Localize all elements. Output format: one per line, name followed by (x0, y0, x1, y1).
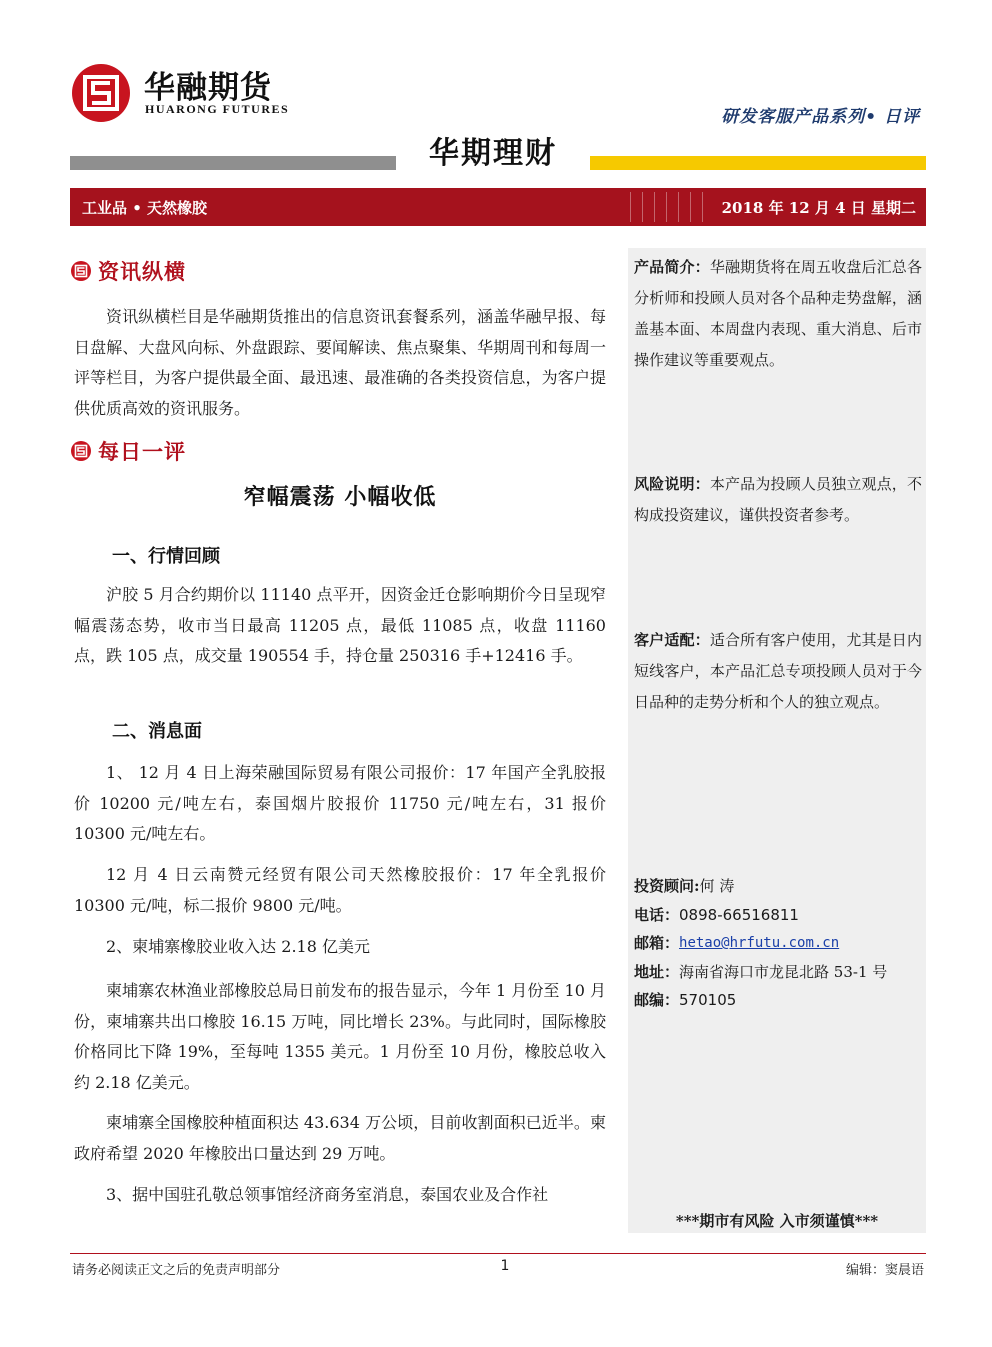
band-stripes (630, 192, 710, 222)
news-item-3: 3、据中国驻孔敬总领事馆经济商务室消息，泰国农业及合作社 (106, 1185, 549, 1204)
sidebar (628, 248, 926, 1233)
news-item-1: 1、 12 月 4 日上海荣融国际贸易有限公司报价：17 年国产全乳胶报价 10200 元/吨左右，泰国烟片胶报价 11750 元/吨左右，31 报价 10300 元/吨左右。 (74, 763, 606, 843)
news-item-2-heading: 2、柬埔寨橡胶业收入达 2.18 亿美元 (106, 937, 370, 956)
product-series: 研发客服产品系列• 日评 (721, 107, 920, 127)
zip-row (634, 986, 922, 1015)
header-yellow-bar (590, 156, 926, 170)
phone-row (634, 901, 922, 930)
logo-english-name: HUARONG FUTURES (145, 102, 290, 116)
footer-disclaimer: 请务必阅读正文之后的免责声明部分 (72, 1263, 281, 1278)
footer-divider (70, 1253, 926, 1254)
risk-slogan: ***期市有风险 入市须谨慎*** (675, 1212, 879, 1230)
risk-label: 风险说明： (634, 475, 710, 493)
huarong-logo-icon (70, 62, 132, 124)
news-intro-paragraph: 资讯纵横栏目是华融期货推出的信息资讯套餐系列，涵盖华融早报、每日盘解、大盘风向标、外盘跟踪、要闻解读、焦点聚集、华期周刊和每周一评等栏目，为客户提供最全面、最迅速、最准确的各类投资信息，为客户提供优质高效的资讯服务。 (74, 307, 606, 418)
report-date: 2018 年 12 月 4 日 星期二 (721, 199, 916, 217)
market-review-paragraph: 沪胶 5 月合约期价以 11140 点平开，因资金迁仓影响期价今日呈现窄幅震荡态势，收市当日最高 11205 点，最低 11085 点，收盘 11160 点，跌 105 点，成交量 190554 手，持仓量 250316 手+12416 手。 (74, 585, 606, 665)
client-text: 适合所有客户使用，尤其是日内短线客户，本产品汇总专项投顾人员对于今日品种的走势分析和个人的独立观点。 (634, 631, 922, 711)
address-label: 地址： (634, 962, 680, 981)
category-band (70, 188, 926, 226)
header-gray-bar (70, 156, 396, 170)
advisor-name: 何 涛 (699, 877, 735, 895)
logo-s-icon (70, 260, 92, 282)
section-header-daily (70, 436, 186, 466)
section-title: 资讯纵横 (98, 259, 186, 284)
article-title: 窄幅震荡 小幅收低 (243, 484, 437, 510)
risk-text: 本产品为投顾人员独立观点，不构成投资建议，谨供投资者参考。 (634, 475, 922, 524)
product-intro (634, 252, 922, 376)
subheading-news: 二、消息面 (112, 721, 202, 742)
brand-title: 华期理财 (429, 136, 557, 171)
news-item-2b: 柬埔寨全国橡胶种植面积达 43.634 万公顷，目前收割面积已近半。柬政府希望 2020 年橡胶出口量达到 29 万吨。 (74, 1113, 606, 1163)
logo-chinese-name: 华融期货 (144, 70, 272, 106)
address-row (634, 958, 922, 987)
zip-label: 邮编： (634, 991, 680, 1009)
section-header-news (70, 256, 186, 286)
intro-label: 产品简介： (634, 258, 710, 276)
client-label: 客户适配： (634, 631, 710, 649)
email-row (634, 929, 922, 958)
news-item-2: 柬埔寨农林渔业部橡胶总局日前发布的报告显示，今年 1 月份至 10 月份，柬埔寨共出口橡胶 16.15 万吨，同比增长 23%。与此同时，国际橡胶价格同比下降 19%，至每吨 1355 美元。1 月份至 10 月份，橡胶总收入约 2.18 亿美元。 (74, 981, 606, 1092)
client-fit (634, 625, 922, 718)
category-label: 工业品 • 天然橡胶 (82, 199, 208, 217)
address-value: 海南省海口市龙昆北路 53-1 号 (679, 962, 888, 981)
advisor-label: 投资顾问: (634, 877, 700, 895)
zip-value: 570105 (679, 991, 737, 1009)
subheading-market-review: 一、行情回顾 (112, 546, 220, 567)
advisor-row (634, 872, 922, 901)
risk-note (634, 469, 922, 531)
phone-value: 0898-66516811 (679, 905, 799, 924)
news-item-1b: 12 月 4 日云南赞元经贸有限公司天然橡胶报价：17 年全乳报价 10300 元/吨，标二报价 9800 元/吨。 (74, 865, 606, 915)
contact-info (634, 872, 922, 1015)
phone-label: 电话： (634, 905, 680, 924)
intro-text: 华融期货将在周五收盘后汇总各分析师和投顾人员对各个品种走势盘解，涵盖基本面、本周盘内表现、重大消息、后市操作建议等重要观点。 (634, 258, 922, 369)
page-number: 1 (500, 1258, 510, 1274)
email-label: 邮箱： (634, 934, 680, 952)
footer-editor: 编辑：窦晨语 (845, 1263, 924, 1278)
section-title: 每日一评 (98, 439, 186, 464)
email-link[interactable]: hetao@hrfutu.com.cn (679, 935, 840, 951)
logo-s-icon (70, 440, 92, 462)
